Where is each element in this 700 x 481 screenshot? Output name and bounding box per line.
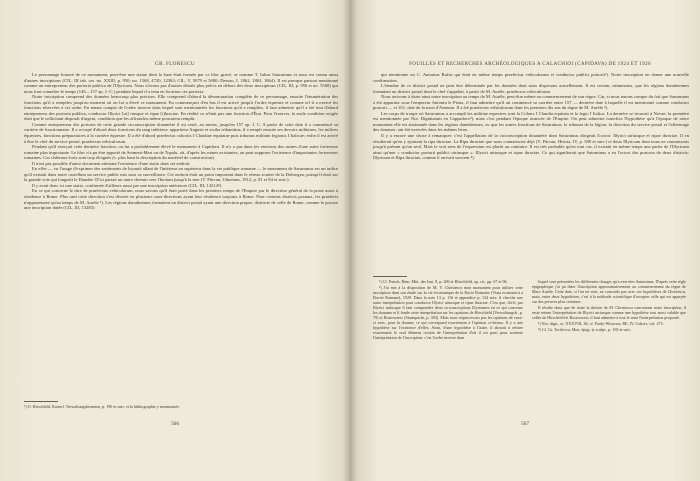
footnote-divider: [24, 401, 58, 402]
left-page-number: 566: [170, 421, 180, 427]
left-running-header: GR. FLORESCU: [155, 61, 195, 67]
right-footnote: ²) J'ai mis à la disposition de M. V. Christescu mon monument pour utiliser cette inscription dans son étude sur la vie économique de la Dacie Romaine (Viața economică a Daciei Romane), 1929. Dans la note 13 p. 116 et appendice p. 134 suiv. il cherche une autre interprétation pour conductor Illyrici utriusque et ripae thraciae. C'est que, dit-il, par Illyrici utriusque il faut comprendre deux circonscriptions Illyriennes en ce qui concerne les douanes et il fonde cette interprétation sur les opinions de Hirschfeld (Verwaltungsb., p. 79) et Rostowzew (Staatspacht, p. 393). Mais nous n'apercevons pas les opinions de ceux-ci avec, pour la douane, ce qui correspond exactement à l'opinion ci-dessus. Il y a une hypothèse sur l'existence d'elles. Ainsi, d'une hypothèse à l'autre, il aboutit à refuter exactement le seul élément certain de l'interprétation d'où il est parti pour soutenir l'interprétation de l'inscription: c'est l'ordre inverse dans: [373, 285, 523, 340]
left-body-text: [24, 72, 338, 211]
right-footnotes-column-b: [532, 279, 686, 333]
right-paragraph: Nous arrivons à dater ainsi notre inscription au temps de M. Aurèle, peut-être même au commencement de son règne. Car, si nous tenons compte du fait que Saturninus a été apparitor sous l'empereur Antonin le Pieux, il faut admettre qu'il ait commencé sa carrière entre 157 — dernière date à laquelle il est mentionné comme conductor portorii — et 161, date de la mort d'Antonin. Il a été praefectus vehiculorum dans les premiers dix ans du règne de M. Aurèle ²).: [373, 94, 689, 111]
left-footnote: ¹) O. Hirschfeld, Kaiserl. Verwaltungsbeamten, p. 190 et suiv. et la bibliographie y mentionnée.: [24, 404, 180, 409]
right-footnote: ¹) Cf. Patsch, Röm. Mitt. des Inst. 8, p. 206 et Hirschfeld, op. cit., pp. 67 et 96.: [379, 279, 508, 284]
right-body-text: [373, 72, 689, 161]
right-footnote: lequel sont présentées les différentes charges qu'a exercées Saturninus. D'après cette règle épigraphique j'ai pu dater l'inscription approximativement au commencement du règne de Marc Aurèle. Cette date, si l'on en veut, ne concorde pas avec ces hypothèses de Christescu, mais, entre deux hypothèses, c'est à la méthode scientifique d'accepter celle qui est appuyée sur des preuves plus certaines.: [532, 279, 686, 304]
right-paragraph: L'étendue de ce district postal ne peut être déterminée par les données dont nous disposons actuellement. Il est certain, néanmoins, que les régions danubiennes formaient un district postal dont le chef s'appelait, à partir de M. Aurèle, praefectus vehiculorum.: [373, 83, 689, 94]
left-paragraph: Il y avait donc ici une statio, confirmée d'ailleurs aussi par une inscription antérieure (CIL, III, 14214⁴).: [32, 182, 223, 188]
right-page: [350, 0, 700, 481]
footnote-divider: [373, 276, 407, 277]
book-gutter: [343, 0, 357, 481]
left-paragraph: Notre inscription comprend des données beaucoup plus précises. Elle comprend d'abord la dénomination complète de ce personnage, ensuite l'énumération des fonctions qu'il a remplies jusqu'au moment où on lui a élevé ce monument. En commençant d'en bas il est arrivé jusqu'à l'ordre équestre et comme tel il a exercé les fonctions réservées à cet ordre. En tenant compte de l'ordre inverse dans lequel sont mentionnées les fonctions qu'il a remplies, il faut admettre qu'il a été tout d'abord entrepreneur des portoria publica, conductor Illyrici [ut] riusque et ripae [t]hraciae. En réalité ce n'était pas une fonction d'État. Pour l'exercer, la seule condition exigée était que le sollicitant disposât d'argent, condition que les affranchis même pouvaient remplir.: [24, 94, 338, 122]
right-paragraph: Les corps de troupe où Saturninus a accompli les militiae equestres sont la Cohors I Claudia equitata et la legio I Italica. La dernière se trouvait à Novae; la première est mentionnée par Not. Dignitatum en Cappadoce³), mais c'est pendant l'époque avancée de l'Empire. On peut admettre toutefois l'hypothèse qu'à l'époque de notre monument elle est stationnée dans les régions danubiennes, vu que les autres fonctions de Saturninus, le tribunat de la légion, la direction du service postal et l'affermage des douanes, ont été exercées dans les mêmes lieux.: [373, 110, 689, 133]
right-footnote: ⁴) Cf. Gr. Tocilescu, Mon. épigr. și sculpt., p. 165 et suiv.: [538, 327, 632, 332]
right-running-header: FOUILLES ET RECHERCHES ARCHÉOLOGIQUES A CALACHIOI (CAPIDAVA) DE 1924 ET 1926: [409, 61, 651, 67]
left-paragraph: En effet — vu l'usage d'exprimer des sentiments de loyauté allant de l'intérieur au supérieur dans la vie publique romaine — le monument de Saturninus est un indice qu'il existait dans notre castellum un service public mis sous sa surveillance. Cet endroit était un point important dans le réseau routier de la Dobrogea, puisqu'il était sur la grande voie qui longeait le Danube. D'ici partait un autre chemin vers l'Inotum jusqu'à la mer (V. Pârvan, Ulmetum, 1912, p. 81 et 84 et suiv.).: [24, 166, 338, 183]
left-paragraph: En ce qui concerne le titre de praefectus vehiculorum, nous savons qu'il était porté dans les premiers temps de l'Empire par le directeur général de la poste aussi à résidence à Rome. Plus tard cette direction s'est divisée en plusieurs sous-directions ayant leur résidence toujours à Rome. Pour certains districts postaux, les praefecti n'apparaissent qu'au temps de M. Aurèle ¹). Les régions danubiennes formaient un district postal ayant une direction propre, distincte de celle de Rome, comme le prouve une inscription datée (CIL, III, 13283): [24, 188, 338, 211]
right-paragraph: qui mentionne un C. Antonius Rufus qui était en même temps praefectus vehiculorum et conductor publici portorii¹). Notre inscription en donne une nouvelle confirmation.: [373, 72, 689, 83]
left-paragraph: Il n'est pas possible d'autre document attestant l'existence d'une statio dans cet endroit.: [32, 160, 191, 166]
left-paragraph: Pendant qu'il exerçait cette dernière fonction, on lui a probablement élevé le monument à Capidava. Il n'y a pas dans les environs des ruines d'une autre forteresse romaine plus importante. Le bloc n'a pu être apporté de Seimeni-Mari ou de Topalu, où, d'après les ruines existantes, on peut supposer l'existence d'importantes forteresses romaines. Ces châteaux-forts sont trop éloignés (v. plus haut la description du matériel de construction).: [24, 144, 338, 161]
right-page-number: 567: [520, 421, 530, 427]
right-footnote: ³) Not. dign., or. XXXVIII, 36; cf. Pauly-Wissowa, RE, IV, Cohors, col. 273.: [538, 321, 664, 326]
right-footnotes-column-a: [373, 279, 523, 341]
right-footnote: Il résulte donc que de toute la théorie de M. Christescu concernant notre inscription, il reste retenu l'interprétation de Illyrici utriusque comme une hypothèse tout aussi valable que celles de Hirschfeld et Rostowzew, il faut admettre à tout le reste l'interprétation proposée.: [532, 305, 686, 320]
left-paragraph: Comme entrepreneur des portoria de cette grande circonscription douanière il est resté, au moins, jusqu'en 157 ap. J. C. A partir de cette date il a commencé sa carrière de fonctionnaire. Il a occupé d'abord deux fonctions du rang inférieur: appariteur Augusti et scriba tribunitius; il a rempli ensuite ses devoirs militaires, les milices équestres, fonctions préparatoires à la carrière équestre. Il a été d'abord praefectus cohortis I Claudiae equitatae puis tribunus militum legionis I Italicae; enfin il est arrivé à être le chef du service postal, praefectus vehiculorum.: [24, 121, 338, 144]
left-paragraph: Le personnage honoré de ce monument, peut-être une statue dont la base était formée par ce bloc gravé, se nomme T. Iulius Saturninus et nous est connu aussi d'autres inscriptions (CIL, III tab. cer. no. XXIII, p. 950; no. 1568, 4720, 12363; CIL, V, 5079 et 5080; Dessau, I, 1862, 1863, 1864). Il est presque partout mentionné comme un entrepreneur des portoria publica de l'Illyricum. Nous n'avons pas d'autres détails plus précis en dehors des deux inscriptions (CIL, III, p. 950 et no. 5568) qui nous font connaître le temps (146—157 ap. J.-C.) pendant lequel il a tenu en location ces portoria.: [24, 72, 338, 94]
right-paragraph: Il y a encore une chose à remarquer: c'est l'appellation de la circonscription douanière dont Saturninus dirigeait l'octroi: Illyrici utriusque et ripae thraciae. Il en résulterait qu'en y ajoutant la ripa thraciae. La Ripa thraciae que nous connaissons déjà (V. Pârvan, Histria, IV, p. 580 et suiv.) et deux Illyricum dont nous ne connaissons jusqu'à présent qu'un seul. Mais le vrai sens de l'expression est plutôt au contraire. Il est très probable qu'en tout cas, il existait en même temps une partie de l'Illyricum ainsi qu'une « conductor portorii publici utriusque »: Illyrici utriusque et ripae thraciae. Ce qui signifierait que Saturninus a eu l'octroi des portoria de deux districts: Illyricum et Ripa thraciae, comme il arrivait souvent ⁴).: [373, 133, 689, 161]
